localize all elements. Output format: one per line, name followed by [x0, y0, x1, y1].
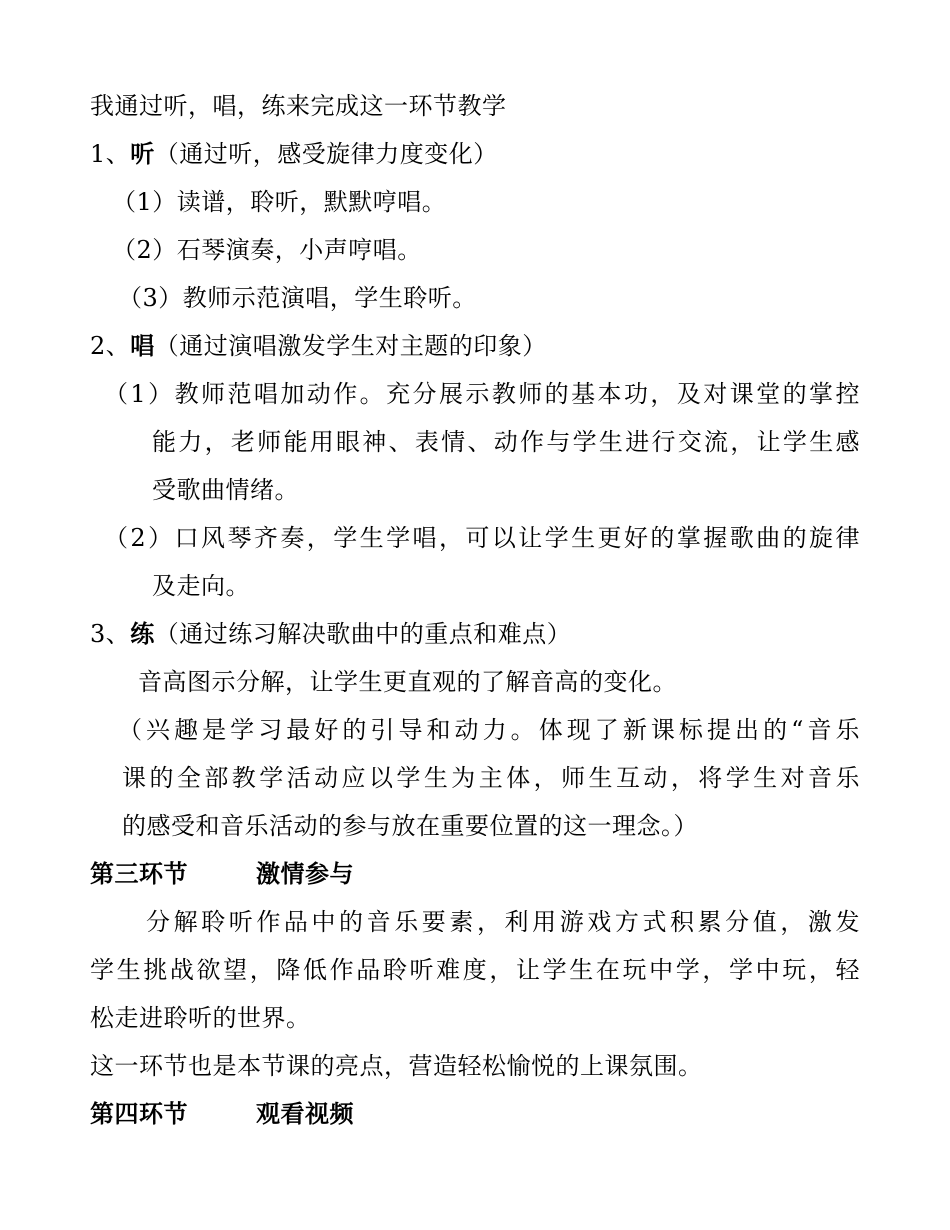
section-text: 音高图示分解，让学生更直观的了解音高的变化。 [138, 668, 677, 696]
section-number: 1、 [90, 140, 131, 168]
list-item-continuation: 受歌曲情绪。 [152, 476, 299, 504]
list-item: （1）读谱，聆听，默默哼唱。 [112, 188, 447, 216]
part-4-title: 第四环节 [90, 1099, 188, 1128]
remark-line: 课的全部教学活动应以学生为主体，师生互动，将学生对音乐 [122, 764, 860, 792]
section-note: （通过练习解决歌曲中的重点和难点） [154, 620, 572, 648]
section-note: （通过听，感受旋律力度变化） [154, 140, 498, 168]
section-3-heading [90, 618, 571, 650]
section-title: 唱 [130, 331, 155, 360]
section-number: 2、 [90, 332, 131, 360]
section-note: （通过演唱激发学生对主题的印象） [154, 332, 547, 360]
list-item: （2）石琴演奏，小声哼唱。 [112, 236, 422, 264]
list-item-continuation: 及走向。 [152, 572, 250, 600]
part-3-title: 第三环节 [90, 859, 188, 888]
list-item: （3）教师示范演唱，学生聆听。 [118, 284, 477, 312]
section-2-heading [90, 330, 547, 362]
intro-line: 我通过听，唱，练来完成这一环节教学 [90, 92, 507, 120]
paragraph-line: 学生挑战欲望，降低作品聆听难度，让学生在玩中学，学中玩，轻 [90, 956, 860, 984]
list-item-continuation: 能力，老师能用眼神、表情、动作与学生进行交流，让学生感 [152, 428, 860, 456]
section-number: 3、 [90, 620, 131, 648]
part-3-subtitle: 激情参与 [256, 859, 354, 888]
section-title: 听 [130, 139, 155, 168]
list-item: （2）口风琴齐奏，学生学唱，可以让学生更好的掌握歌曲的旋律 [104, 524, 860, 552]
remark-line: 的感受和音乐活动的参与放在重要位置的这一理念。） [122, 812, 698, 840]
remark-line: （兴趣是学习最好的引导和动力。体现了新课标提出的“音乐 [118, 716, 860, 744]
paragraph-line: 松走进聆听的世界。 [90, 1004, 311, 1032]
summary-line: 这一环节也是本节课的亮点，营造轻松愉悦的上课氛围。 [90, 1052, 703, 1080]
section-1-heading [90, 138, 498, 170]
section-title: 练 [130, 619, 155, 648]
paragraph-line: 分解聆听作品中的音乐要素，利用游戏方式积累分值，激发 [146, 908, 860, 936]
part-4-subtitle: 观看视频 [256, 1099, 354, 1128]
list-item: （1）教师范唱加动作。充分展示教师的基本功，及对课堂的掌控 [104, 380, 860, 408]
